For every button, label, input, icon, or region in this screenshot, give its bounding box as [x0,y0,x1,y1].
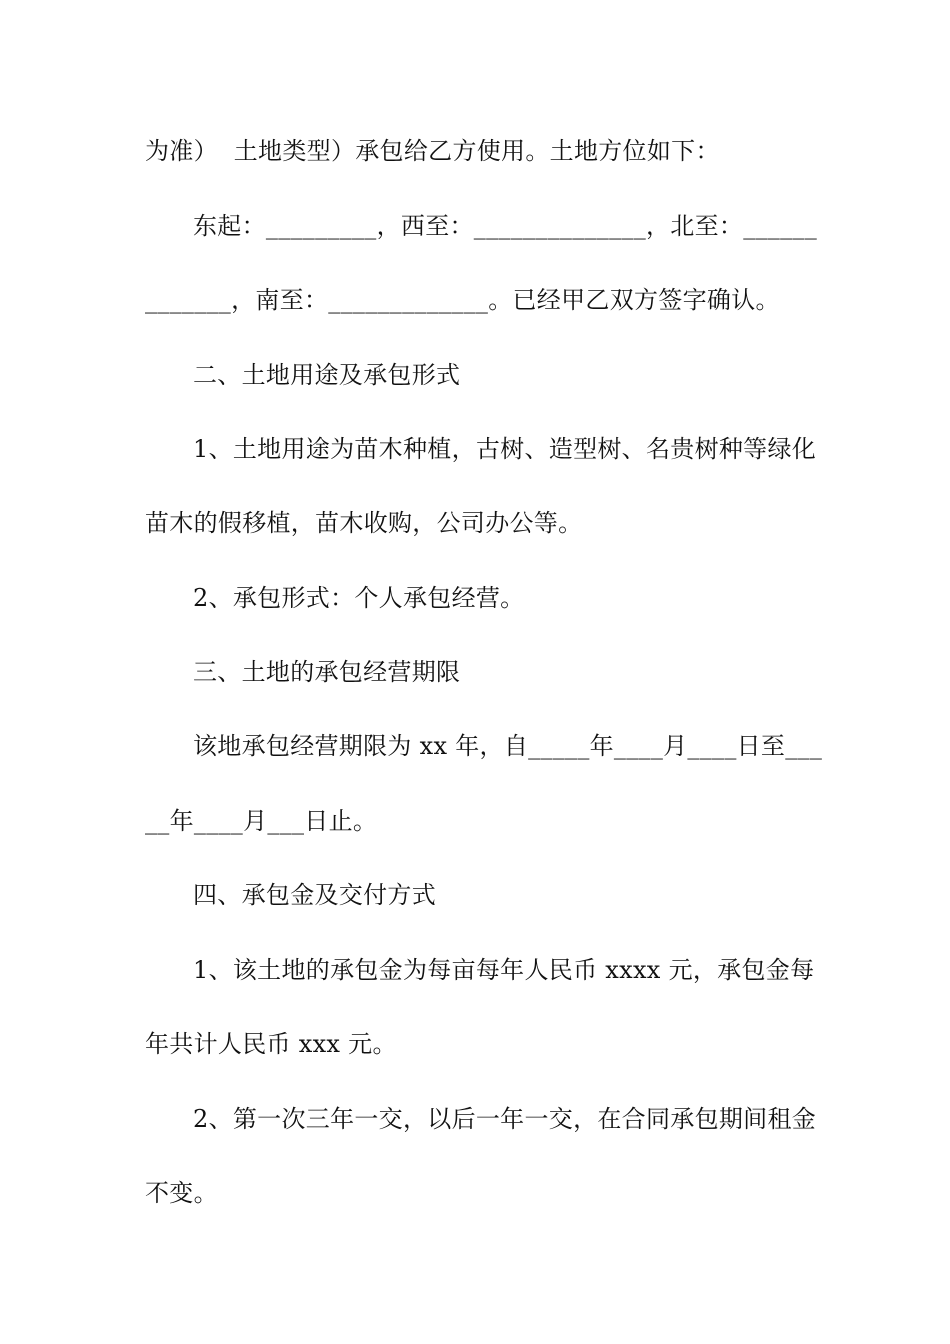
section-heading: 三、土地的承包经营期限 [193,658,461,686]
paragraph-line: _______，南至：_____________。已经甲乙双方签字确认。 [145,286,780,314]
paragraph-line: 东起：_________，西至：______________，北至：______ [193,212,817,240]
paragraph-line: 1、土地用途为苗木种植，古树、造型树、名贵树种等绿化 [193,435,817,463]
paragraph-line: 年共计人民币 xxx 元。 [145,1030,397,1058]
paragraph-line: 为准） 土地类型）承包给乙方使用。土地方位如下： [145,137,720,165]
section-heading: 二、土地用途及承包形式 [193,361,461,389]
paragraph-line: 1、该土地的承包金为每亩每年人民币 xxxx 元，承包金每 [193,956,815,984]
paragraph-line: 2、承包形式：个人承包经营。 [193,584,525,612]
paragraph-line: 不变。 [145,1179,218,1207]
paragraph-line: 该地承包经营期限为 xx 年，自_____年____月____日至___ [193,732,823,760]
paragraph-line: 苗木的假移植，苗木收购，公司办公等。 [145,509,583,537]
section-heading: 四、承包金及交付方式 [193,881,436,909]
paragraph-line: __年____月___日止。 [145,807,378,835]
paragraph-line: 2、第一次三年一交，以后一年一交，在合同承包期间租金 [193,1105,817,1133]
